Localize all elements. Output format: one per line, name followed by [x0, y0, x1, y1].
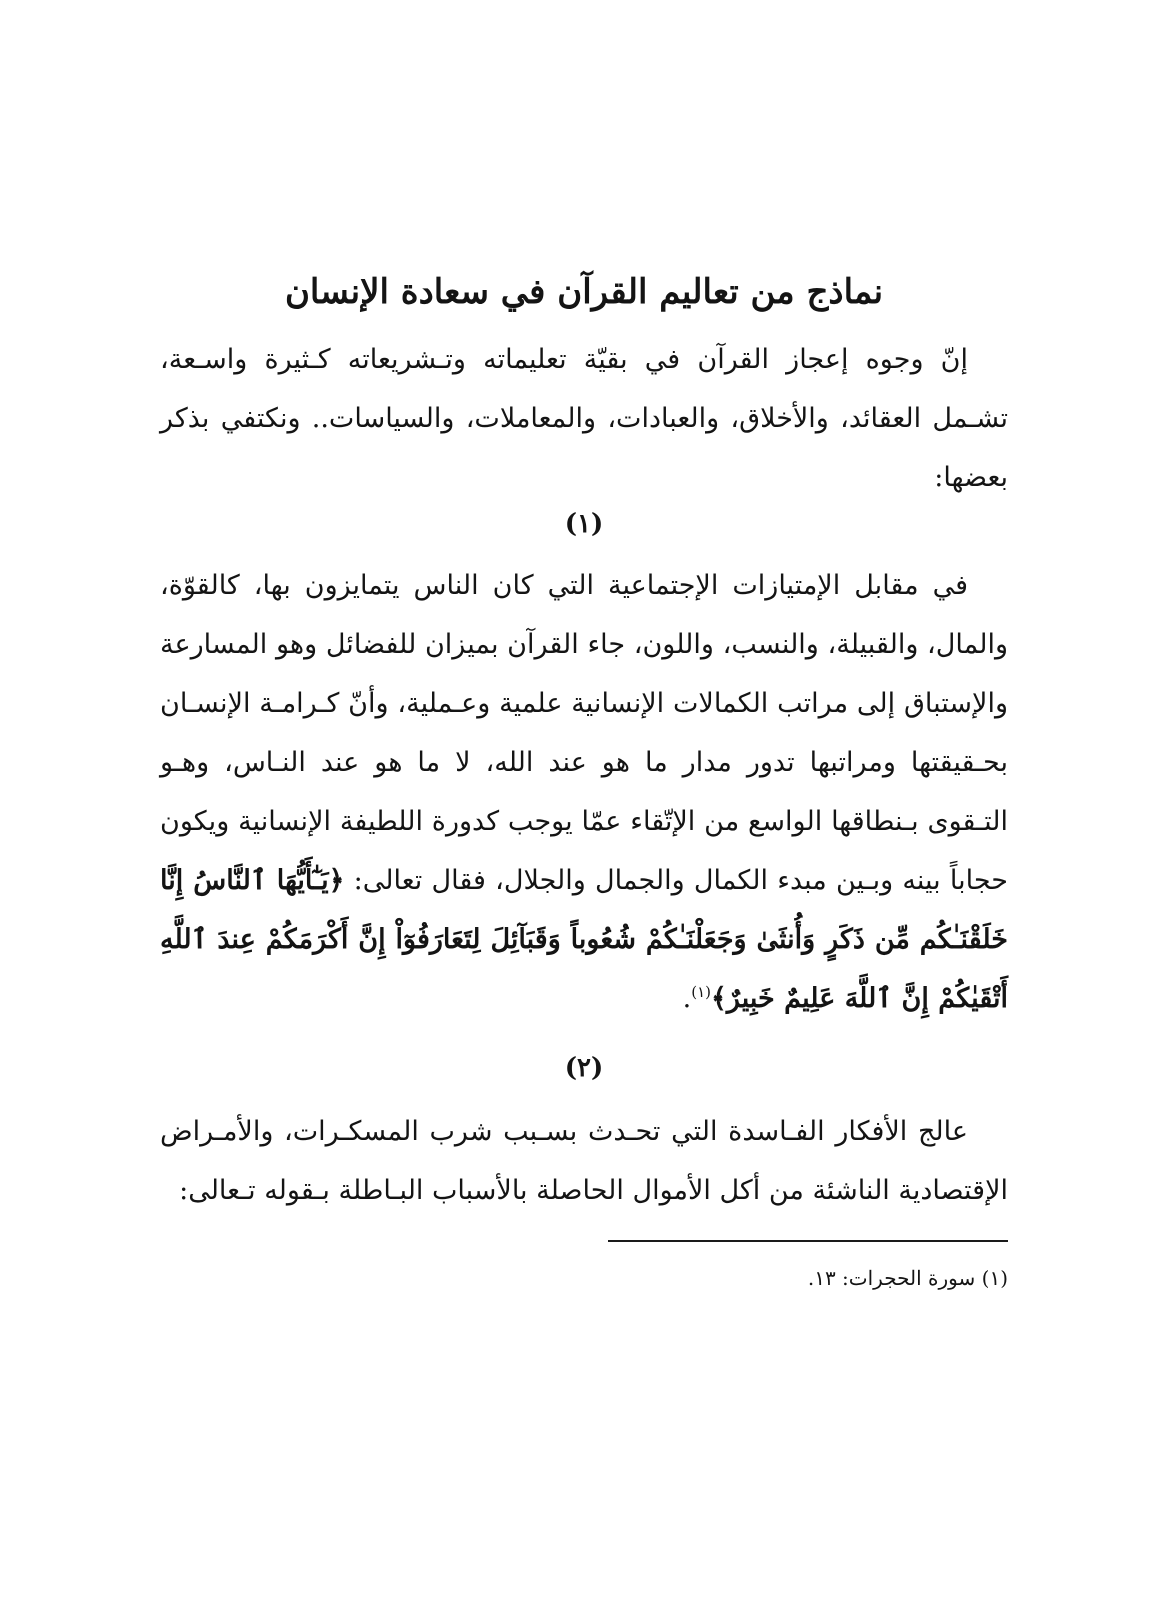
section-1-end: . — [682, 983, 692, 1014]
quran-verse: ﴿يَـٰٓأَيُّهَا ٱلنَّاسُ إِنَّا خَلَقْنَـٰكُم مِّن ذَكَرٍ وَأُنثَىٰ وَجَعَلْنَـٰكُمْ شُعُوباً وَقَبَآئِلَ لِتَعَارَفُوٓاْ إِنَّ أَكْرَمَكُمْ عِندَ ٱللَّهِ أَتْقَيٰكُمْ إِنَّ ٱللَّهَ عَلِيمٌ خَبِيرٌ﴾ — [160, 865, 1008, 1014]
section-2-paragraph: عالج الأفكار الفـاسدة التي تحـدث بسـبب شرب المسكـرات، والأمـراض الإقتصادية الناشئة من أكل الأموال الحاصلة بالأسباب البـاطلة بـقوله تـعالى: — [160, 1116, 1008, 1206]
section-1-paragraph — [160, 556, 1008, 1028]
section-number-1: (١) — [564, 509, 604, 539]
intro-paragraph: إنّ وجوه إعجاز القرآن في بقيّة تعليماته وتـشريعاته كـثيرة واسـعة، تشـمل العقائد، والأخلاق، والعبادات، والمعاملات، والسياسات.. ونكتفي بذكر بعضها: — [160, 344, 1008, 493]
footnote-reference[interactable]: (١) — [691, 983, 712, 1001]
document-page — [160, 0, 1008, 1618]
footnote: (١) سورة الحجرات: ١٣. — [807, 1266, 1008, 1290]
page-title: نماذج من تعاليم القرآن في سعادة الإنسان — [284, 272, 884, 312]
section-1-text: في مقابل الإمتيازات الإجتماعية التي كان الناس يتمايزون بها، كالقوّة، والمال، والقبيلة، والنسب، واللون، جاء القرآن بميزان للفضائل وهو المسارعة والإستباق إلى مراتب الكمالات الإنسانية علمية وعـملية، وأنّ كـرامـة الإنسـان بحـقيقتها ومراتبها تدور مدار ما هو عند الله، لا ما هو عند النـاس، وهـو التـقوى بـنطاقها الواسع من الإتّقاء عمّا يوجب كدورة اللطيفة الإنسانية ويكون حجاباً بينه وبـين مبدء الكمال والجمال والجلال، فقال تعالى: — [160, 570, 1008, 896]
footnote-divider — [608, 1240, 1008, 1242]
section-number-2: (٢) — [564, 1053, 604, 1083]
